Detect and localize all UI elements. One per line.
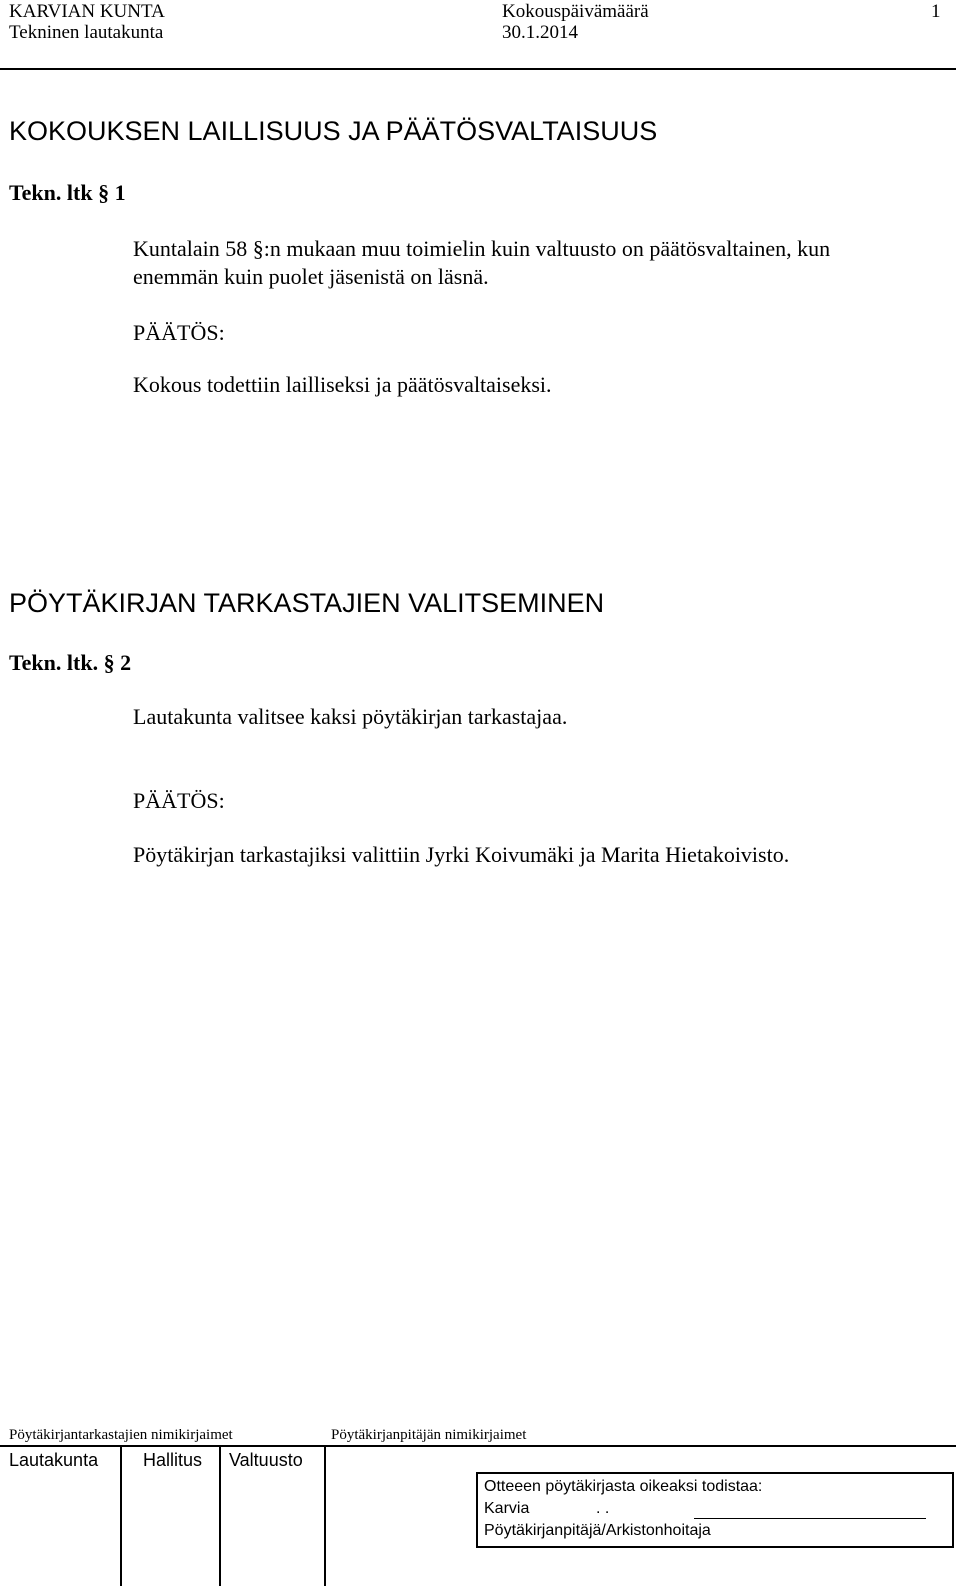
section-2-body-line1: Lautakunta valitsee kaksi pöytäkirjan tarkastajaa. bbox=[133, 704, 568, 729]
footer-divider-1 bbox=[120, 1447, 122, 1586]
inspectors-initials-label: Pöytäkirjantarkastajien nimikirjaimet bbox=[9, 1427, 233, 1443]
footer-rule bbox=[0, 1445, 956, 1447]
keeper-initials-label: Pöytäkirjanpitäjän nimikirjaimet bbox=[331, 1427, 527, 1443]
certificate-signature-line bbox=[694, 1518, 926, 1519]
board-name: Tekninen lautakunta bbox=[9, 22, 164, 43]
footer-divider-3 bbox=[324, 1447, 326, 1586]
header-rule bbox=[0, 68, 956, 70]
meeting-date-label: Kokouspäivämäärä bbox=[502, 1, 649, 22]
section-1-ref: Tekn. ltk § 1 bbox=[9, 180, 126, 205]
section-2-decision-label: PÄÄTÖS: bbox=[133, 788, 225, 813]
section-1-body-line2: enemmän kuin puolet jäsenistä on läsnä. bbox=[133, 264, 489, 289]
page-number: 1 bbox=[931, 1, 941, 22]
footer-col-hallitus: Hallitus bbox=[143, 1450, 203, 1470]
footer-col-valtuusto: Valtuusto bbox=[229, 1450, 303, 1470]
municipality-name: KARVIAN KUNTA bbox=[9, 1, 165, 22]
section-2-ref: Tekn. ltk. § 2 bbox=[9, 650, 132, 675]
meeting-date-value: 30.1.2014 bbox=[502, 22, 578, 43]
section-2-title: PÖYTÄKIRJAN TARKASTAJIEN VALITSEMINEN bbox=[9, 588, 605, 618]
section-1-title: KOKOUKSEN LAILLISUUS JA PÄÄTÖSVALTAISUUS bbox=[9, 116, 658, 146]
footer-divider-2 bbox=[219, 1447, 221, 1586]
certificate-role: Pöytäkirjanpitäjä/Arkistonhoitaja bbox=[484, 1522, 711, 1539]
certificate-place: Karvia bbox=[484, 1500, 530, 1517]
footer-col-lautakunta: Lautakunta bbox=[9, 1450, 99, 1470]
section-1-decision-text: Kokous todettiin lailliseksi ja päätösvaltaiseksi. bbox=[133, 372, 552, 397]
certificate-line: Otteeen pöytäkirjasta oikeaksi todistaa: bbox=[484, 1478, 763, 1495]
certificate-date-dots: . . bbox=[596, 1500, 610, 1517]
section-1-body-line1: Kuntalain 58 §:n mukaan muu toimielin kuin valtuusto on päätösvaltainen, kun bbox=[133, 236, 831, 261]
section-1-decision-label: PÄÄTÖS: bbox=[133, 320, 225, 345]
section-2-decision-text: Pöytäkirjan tarkastajiksi valittiin Jyrki Koivumäki ja Marita Hietakoivisto. bbox=[133, 842, 790, 867]
